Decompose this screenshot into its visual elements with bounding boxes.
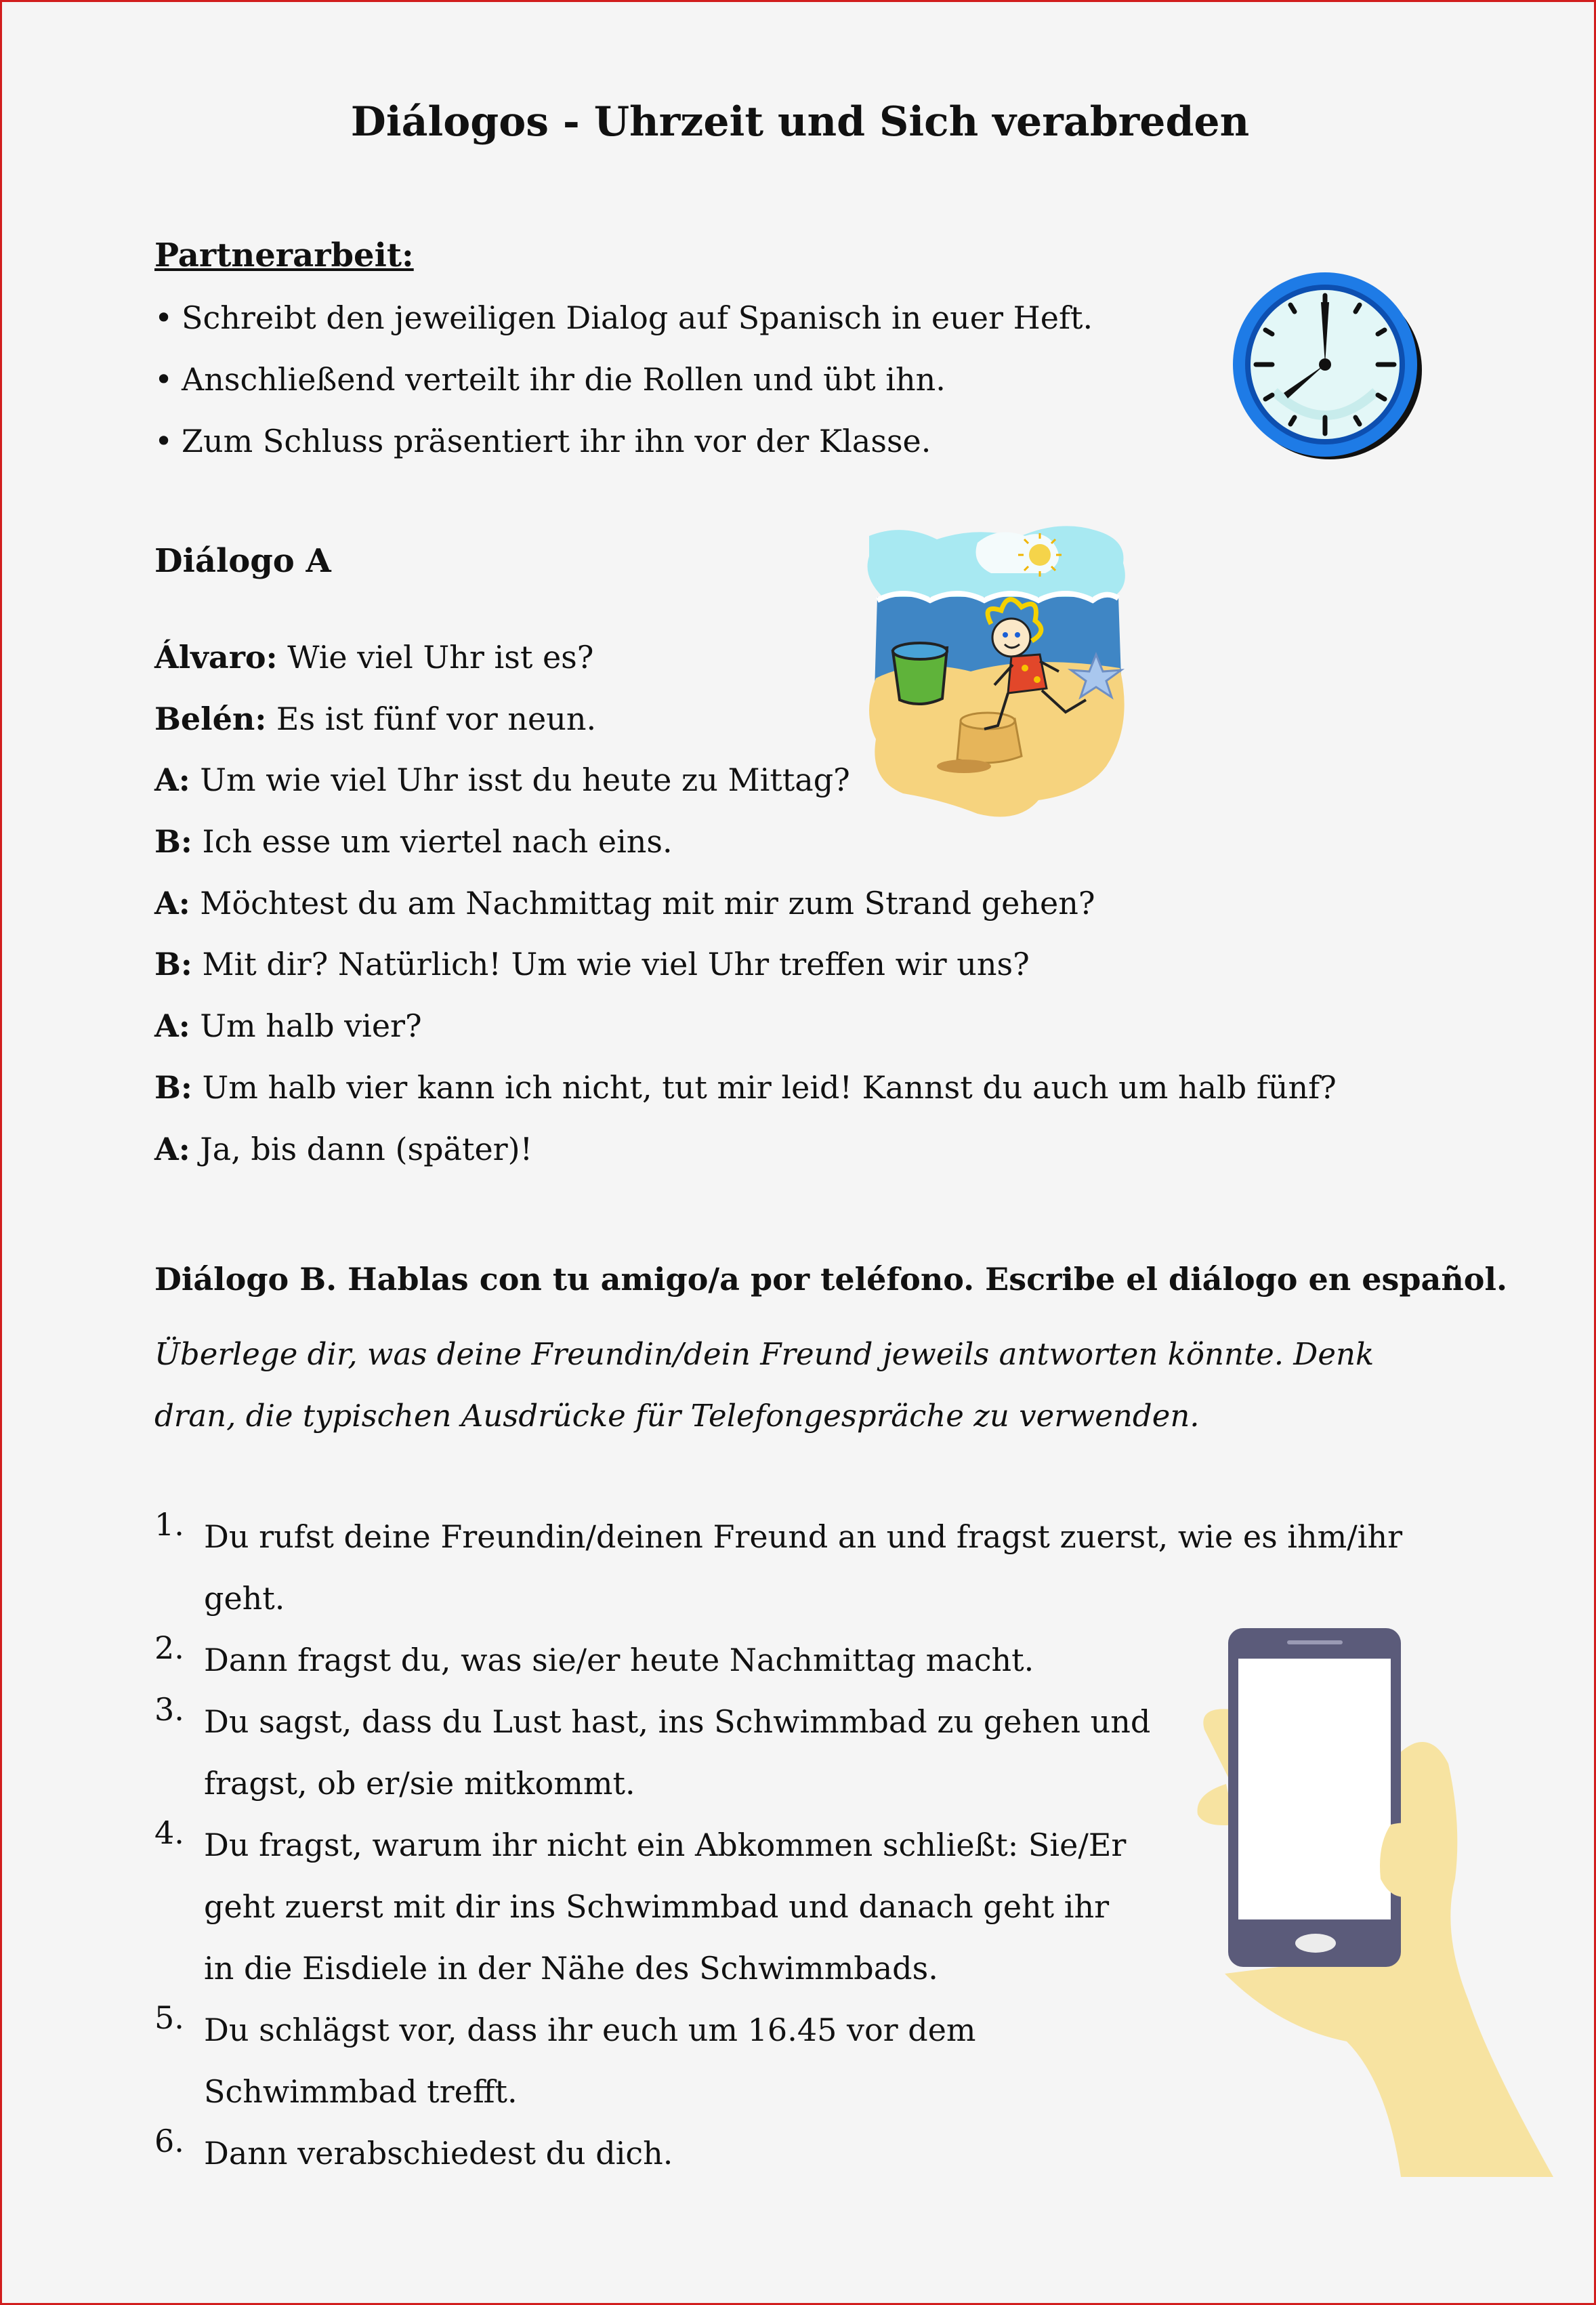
instruction-list <box>154 293 1093 478</box>
line-text: Möchtest du am Nachmittag mit mir zum Strand gehen? <box>190 884 1095 921</box>
item-text: Du schlägst vor, dass ihr euch um 16.45 vor dem Schwimmbad trefft. <box>204 2012 976 2110</box>
item-number: 2. <box>154 1629 184 1666</box>
line-text: Um wie viel Uhr isst du heute zu Mittag? <box>190 762 850 799</box>
speaker-label: B: <box>154 1068 192 1106</box>
line-text: Um halb vier? <box>190 1008 422 1045</box>
page-title: Diálogos - Uhrzeit und Sich verabreden <box>350 98 1250 146</box>
item-text: Du rufst deine Freundin/deinen Freund an und fragst zuerst, wie es ihm/ihr geht. <box>204 1518 1403 1617</box>
dialog-line <box>154 632 1337 694</box>
speaker-label: A: <box>154 1130 190 1167</box>
dialogo-b-heading: Diálogo B. Hablas con tu amigo/a por teléfono. Escribe el diálogo en español. <box>154 1261 1507 1297</box>
dialog-line <box>154 694 1337 755</box>
dialog-line <box>154 939 1337 1001</box>
list-item <box>154 2123 1442 2184</box>
speaker-label: B: <box>154 946 192 983</box>
item-number: 5. <box>154 1999 184 2036</box>
item-number: 6. <box>154 2123 184 2159</box>
speaker-label: B: <box>154 823 192 860</box>
dialog-line <box>154 755 1337 816</box>
speaker-label: Álvaro: <box>154 639 278 676</box>
dialog-line <box>154 1062 1337 1124</box>
speaker-label: Belén: <box>154 700 267 737</box>
list-item: • Schreibt den jeweiligen Dialog auf Spanisch in euer Heft. <box>154 293 1093 355</box>
line-text: Wie viel Uhr ist es? <box>277 639 594 676</box>
dialog-line <box>154 1001 1337 1062</box>
list-item <box>154 1814 1143 1999</box>
dialogo-b-instruction: Überlege dir, was deine Freundin/dein Freund jeweils antworten könnte. Denk dran, die typischen Ausdrücke für Telefongespräche zu verwenden. <box>154 1336 1374 1434</box>
dialog-line <box>154 816 1337 878</box>
line-text: Es ist fünf vor neun. <box>266 700 597 737</box>
line-text: Um halb vier kann ich nicht, tut mir leid! Kannst du auch um halb fünf? <box>192 1068 1337 1106</box>
dialog-line <box>154 878 1337 940</box>
list-item: • Zum Schluss präsentiert ihr ihn vor der Klasse. <box>154 417 1093 478</box>
list-item <box>154 1691 1157 1814</box>
item-number: 3. <box>154 1691 184 1728</box>
line-text: Mit dir? Natürlich! Um wie viel Uhr treffen wir uns? <box>192 946 1030 983</box>
dialog-a <box>154 632 1337 1185</box>
item-number: 4. <box>154 1814 184 1851</box>
dialog-line <box>154 1124 1337 1186</box>
task-list <box>154 1506 1442 2184</box>
speaker-label: A: <box>154 762 190 799</box>
dialogo-a-heading: Diálogo A <box>154 542 331 580</box>
item-text: Du sagst, dass du Lust hast, ins Schwimmbad zu gehen und fragst, ob er/sie mitkommt. <box>204 1703 1151 1802</box>
item-text: Dann verabschiedest du dich. <box>204 2135 673 2172</box>
line-text: Ich esse um viertel nach eins. <box>192 823 673 860</box>
partnerarbeit-heading: Partnerarbeit: <box>154 236 414 274</box>
clock-icon <box>1227 270 1427 462</box>
list-item <box>154 1506 1442 1629</box>
speaker-label: A: <box>154 1008 190 1045</box>
item-text: Dann fragst du, was sie/er heute Nachmittag macht. <box>204 1642 1034 1678</box>
list-item: • Anschließend verteilt ihr die Rollen und übt ihn. <box>154 355 1093 417</box>
speaker-label: A: <box>154 884 190 921</box>
list-item <box>154 1999 1143 2123</box>
list-item <box>154 1629 1442 1691</box>
line-text: Ja, bis dann (später)! <box>190 1130 533 1167</box>
item-text: Du fragst, warum ihr nicht ein Abkommen schließt: Sie/Er geht zuerst mit dir ins Schwimmbad und danach geht ihr in die Eisdiele in der Nähe des Schwimmbads. <box>204 1827 1127 1987</box>
item-number: 1. <box>154 1506 184 1543</box>
